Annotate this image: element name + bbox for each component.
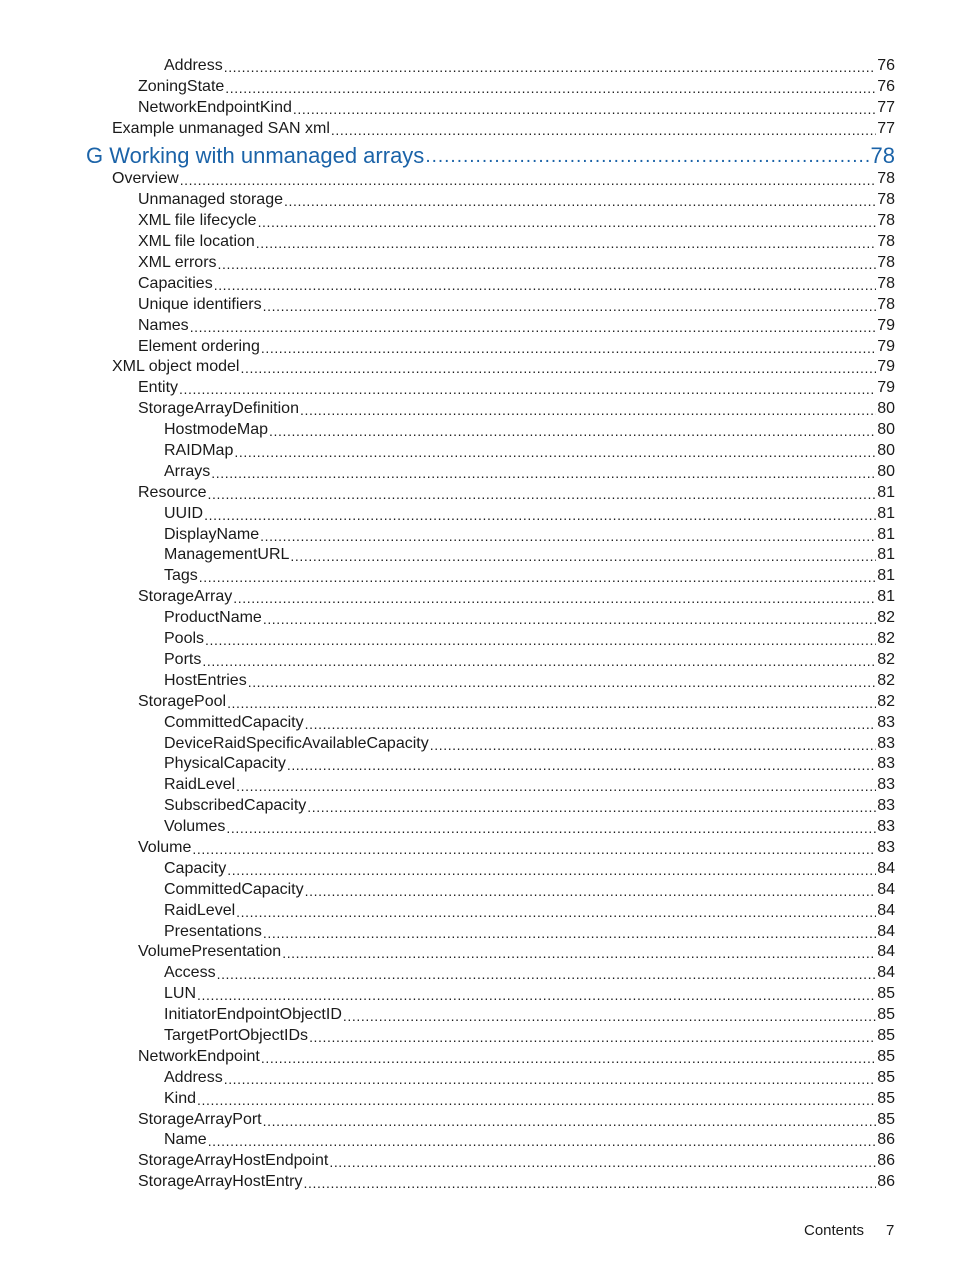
toc-entry[interactable]: [0, 628, 895, 649]
dot-leader: [199, 568, 876, 586]
toc-entry-page: 82: [877, 630, 895, 648]
toc-entry[interactable]: [0, 482, 895, 503]
toc-entry-title: Unique identifiers: [138, 295, 262, 313]
toc-entry-page: 79: [877, 379, 895, 397]
toc-entry-page: 80: [877, 400, 895, 418]
toc-entry-page: 83: [877, 797, 895, 815]
toc-entry-title: RaidLevel: [164, 901, 236, 919]
toc-entry-page: 81: [877, 483, 895, 501]
toc-entry-title: Capacities: [138, 274, 213, 292]
toc-entry-title: SubscribedCapacity: [164, 797, 307, 815]
toc-entry-title: Pools: [164, 630, 205, 648]
dot-leader: [248, 673, 877, 691]
toc-entry[interactable]: [0, 1046, 895, 1067]
toc-entry[interactable]: [0, 336, 895, 357]
toc-entry-title: Arrays: [164, 462, 211, 480]
toc-entry-page: 83: [877, 838, 895, 856]
toc-entry-title: G Working with unmanaged arrays: [86, 142, 425, 168]
toc-entry-title: CommittedCapacity: [164, 713, 304, 731]
toc-entry-page: 79: [877, 337, 895, 355]
toc-entry-page: 78: [877, 295, 895, 313]
toc-entry-page: 84: [877, 901, 895, 919]
dot-leader: [329, 1153, 876, 1171]
toc-entry[interactable]: [0, 1171, 895, 1192]
toc-entry-title: ZoningState: [138, 77, 225, 95]
toc-entry-page: 78: [877, 191, 895, 209]
toc-entry[interactable]: [0, 503, 895, 524]
toc-entry-title: DisplayName: [164, 525, 260, 543]
toc-entry-page: 81: [877, 504, 895, 522]
toc-entry-title: Name: [164, 1131, 207, 1149]
toc-entry[interactable]: [0, 294, 895, 315]
toc-entry-page: 85: [877, 1006, 895, 1024]
dot-leader: [430, 736, 876, 754]
dot-leader: [217, 965, 877, 983]
toc-entry[interactable]: [0, 118, 895, 139]
toc-entry-title: XML errors: [138, 254, 217, 272]
footer-page-number: 7: [886, 1222, 895, 1239]
toc-entry-page: 81: [877, 567, 895, 585]
toc-entry-page: 82: [877, 692, 895, 710]
dot-leader: [197, 1091, 876, 1109]
toc-entry-page: 85: [877, 1110, 895, 1128]
toc-entry-title: DeviceRaidSpecificAvailableCapacity: [164, 734, 429, 752]
toc-entry[interactable]: [0, 586, 895, 607]
dot-leader: [240, 359, 876, 377]
toc-entry-page: 77: [877, 98, 895, 116]
dot-leader: [226, 819, 876, 837]
toc-entry-page: 84: [877, 964, 895, 982]
dot-leader: [190, 318, 877, 336]
toc-entry-page: 80: [877, 442, 895, 460]
toc-entry[interactable]: [0, 983, 895, 1004]
dot-leader: [236, 777, 876, 795]
dot-leader: [263, 1112, 877, 1130]
toc-entry-title: NetworkEndpoint: [138, 1047, 260, 1065]
toc-entry-page: 85: [877, 1089, 895, 1107]
dot-leader: [300, 401, 876, 419]
toc-entry-title: XML file location: [138, 233, 255, 251]
toc-entry-title: Entity: [138, 379, 179, 397]
toc-entry[interactable]: [0, 76, 895, 97]
toc-entry-page: 83: [877, 818, 895, 836]
toc-entry-title: Names: [138, 316, 189, 334]
dot-leader: [263, 297, 877, 315]
dot-leader: [204, 506, 876, 524]
toc-entry-page: 78: [877, 254, 895, 272]
dot-leader: [287, 756, 876, 774]
toc-entry-page: 83: [877, 734, 895, 752]
footer-section-label: Contents: [804, 1222, 865, 1239]
toc-chapter-entry[interactable]: [0, 139, 895, 169]
toc-entry[interactable]: [0, 733, 895, 754]
toc-entry-title: Address: [164, 1068, 223, 1086]
toc-entry[interactable]: [0, 461, 895, 482]
dot-leader: [282, 944, 876, 962]
dot-leader: [214, 276, 877, 294]
toc-entry[interactable]: [0, 942, 895, 963]
toc-entry-title: Presentations: [164, 922, 262, 940]
toc-entry-page: 79: [877, 316, 895, 334]
dot-leader: [261, 1049, 876, 1067]
toc-entry-title: InitiatorEndpointObjectID: [164, 1006, 342, 1024]
dot-leader: [269, 422, 876, 440]
toc-entry-page: 86: [877, 1173, 895, 1191]
toc-entry-page: 85: [877, 985, 895, 1003]
toc-entry-page: 79: [877, 358, 895, 376]
toc-entry[interactable]: [0, 816, 895, 837]
dot-leader: [284, 192, 876, 210]
toc-entry-title: StoragePool: [138, 692, 227, 710]
toc-entry[interactable]: [0, 858, 895, 879]
toc-entry-page: 78: [870, 142, 895, 168]
toc-entry[interactable]: [0, 169, 895, 190]
toc-entry-title: PhysicalCapacity: [164, 755, 286, 773]
toc-entry[interactable]: [0, 837, 895, 858]
dot-leader: [197, 986, 876, 1004]
toc-entry-title: TargetPortObjectIDs: [164, 1026, 309, 1044]
toc-entry-title: Unmanaged storage: [138, 191, 283, 209]
toc-entry-page: 84: [877, 922, 895, 940]
dot-leader: [331, 121, 876, 139]
toc-entry[interactable]: [0, 1130, 895, 1151]
dot-leader: [305, 715, 877, 733]
dot-leader: [256, 234, 876, 252]
toc-entry-page: 85: [877, 1026, 895, 1044]
toc-entry-title: NetworkEndpointKind: [138, 98, 292, 116]
dot-leader: [293, 100, 876, 118]
toc-entry-title: LUN: [164, 985, 197, 1003]
dot-leader: [179, 380, 876, 398]
dot-leader: [180, 171, 877, 189]
toc-entry-page: 80: [877, 421, 895, 439]
toc-entry-page: 81: [877, 588, 895, 606]
dot-leader: [192, 840, 876, 858]
toc-entry[interactable]: [0, 1109, 895, 1130]
toc-entry-title: Element ordering: [138, 337, 260, 355]
toc-entry-page: 86: [877, 1131, 895, 1149]
toc-entry-title: Volume: [138, 838, 192, 856]
dot-leader: [224, 58, 877, 76]
toc-entry[interactable]: [0, 97, 895, 118]
dot-leader: [225, 79, 876, 97]
toc-entry-title: Address: [164, 56, 223, 74]
toc-entry-title: Tags: [164, 567, 198, 585]
dot-leader: [218, 255, 877, 273]
toc-entry-page: 84: [877, 859, 895, 877]
dot-leader: [208, 1132, 877, 1150]
dot-leader: [207, 485, 876, 503]
toc-entry[interactable]: [0, 189, 895, 210]
dot-leader: [305, 882, 877, 900]
toc-entry-title: Example unmanaged SAN xml: [112, 119, 330, 137]
toc-entry[interactable]: [0, 774, 895, 795]
toc-entry[interactable]: [0, 210, 895, 231]
toc-entry[interactable]: [0, 900, 895, 921]
toc-entry[interactable]: [0, 962, 895, 983]
toc-entry-title: Kind: [164, 1089, 197, 1107]
toc-entry-page: 82: [877, 671, 895, 689]
toc-entry-title: Access: [164, 964, 216, 982]
toc-entry[interactable]: [0, 879, 895, 900]
dot-leader: [263, 610, 876, 628]
dot-leader: [309, 1028, 876, 1046]
toc-entry[interactable]: [0, 565, 895, 586]
toc-entry[interactable]: [0, 649, 895, 670]
dot-leader: [258, 213, 877, 231]
toc-entry[interactable]: [0, 273, 895, 294]
toc-entry[interactable]: [0, 231, 895, 252]
dot-leader: [236, 903, 876, 921]
dot-leader: [205, 631, 876, 649]
toc-entry-page: 81: [877, 546, 895, 564]
dot-leader: [227, 861, 876, 879]
toc-entry[interactable]: [0, 1150, 895, 1171]
toc-entry[interactable]: [0, 712, 895, 733]
toc-entry[interactable]: [0, 670, 895, 691]
dot-leader: [290, 547, 876, 565]
toc-entry[interactable]: [0, 398, 895, 419]
toc-entry[interactable]: [0, 315, 895, 336]
toc-entry[interactable]: [0, 1088, 895, 1109]
toc-entry-title: Capacity: [164, 859, 227, 877]
toc-entry[interactable]: [0, 1067, 895, 1088]
toc-entry-title: Ports: [164, 650, 202, 668]
dot-leader: [202, 652, 876, 670]
toc-entry-title: StorageArrayHostEndpoint: [138, 1152, 329, 1170]
toc-entry-title: Volumes: [164, 818, 226, 836]
toc-entry-title: RAIDMap: [164, 442, 234, 460]
toc-entry-page: 86: [877, 1152, 895, 1170]
toc-entry-page: 76: [877, 77, 895, 95]
toc-entry[interactable]: [0, 795, 895, 816]
dot-leader: [260, 527, 876, 545]
dot-leader: [304, 1174, 877, 1192]
dot-leader: [234, 443, 876, 461]
dot-leader: [227, 694, 876, 712]
toc-entry-title: CommittedCapacity: [164, 880, 304, 898]
toc-entry-page: 80: [877, 462, 895, 480]
toc-entry-title: HostEntries: [164, 671, 247, 689]
toc-entry-title: VolumePresentation: [138, 943, 282, 961]
dot-leader: [343, 1007, 876, 1025]
toc-entry[interactable]: [0, 1025, 895, 1046]
toc-entry-page: 84: [877, 943, 895, 961]
toc-entry-title: XML object model: [112, 358, 240, 376]
toc-entry-page: 76: [877, 56, 895, 74]
toc-entry-page: 78: [877, 233, 895, 251]
toc-entry-page: 83: [877, 713, 895, 731]
toc-entry[interactable]: [0, 1004, 895, 1025]
toc-entry-page: 85: [877, 1068, 895, 1086]
toc-entry-page: 85: [877, 1047, 895, 1065]
toc-entry-page: 84: [877, 880, 895, 898]
toc-entry[interactable]: [0, 377, 895, 398]
dot-leader: [261, 339, 876, 357]
toc-entry-title: UUID: [164, 504, 204, 522]
toc-entry[interactable]: [0, 252, 895, 273]
dot-leader: [263, 924, 876, 942]
dot-leader: [211, 464, 876, 482]
toc-entry-page: 77: [877, 119, 895, 137]
toc-entry-page: 78: [877, 274, 895, 292]
toc-entry-title: StorageArrayPort: [138, 1110, 262, 1128]
toc-entry-title: XML file lifecycle: [138, 212, 257, 230]
toc-entry-title: Resource: [138, 483, 207, 501]
toc-entry-title: StorageArrayDefinition: [138, 400, 299, 418]
toc-entry-title: StorageArray: [138, 588, 233, 606]
toc-entry[interactable]: [0, 691, 895, 712]
toc-entry[interactable]: [0, 440, 895, 461]
toc-entry-page: 83: [877, 755, 895, 773]
toc-entry[interactable]: [0, 607, 895, 628]
toc-entry-title: Overview: [112, 170, 179, 188]
toc-entry-title: StorageArrayHostEntry: [138, 1173, 303, 1191]
dot-leader: [425, 145, 869, 169]
dot-leader: [233, 589, 876, 607]
toc-entry-page: 82: [877, 650, 895, 668]
toc-entry-title: RaidLevel: [164, 776, 236, 794]
toc-entry[interactable]: [0, 357, 895, 378]
toc-entry-page: 83: [877, 776, 895, 794]
toc-entry[interactable]: [0, 545, 895, 566]
table-of-contents: [0, 55, 954, 1192]
toc-entry-page: 81: [877, 525, 895, 543]
toc-entry-page: 82: [877, 609, 895, 627]
toc-entry-title: ProductName: [164, 609, 262, 627]
toc-entry[interactable]: [0, 921, 895, 942]
dot-leader: [307, 798, 876, 816]
dot-leader: [224, 1070, 877, 1088]
toc-entry[interactable]: [0, 419, 895, 440]
toc-entry-page: 78: [877, 170, 895, 188]
toc-entry[interactable]: [0, 524, 895, 545]
toc-entry[interactable]: [0, 55, 895, 76]
toc-entry[interactable]: [0, 754, 895, 775]
toc-entry-page: 78: [877, 212, 895, 230]
toc-entry-title: HostmodeMap: [164, 421, 269, 439]
toc-entry-title: ManagementURL: [164, 546, 290, 564]
